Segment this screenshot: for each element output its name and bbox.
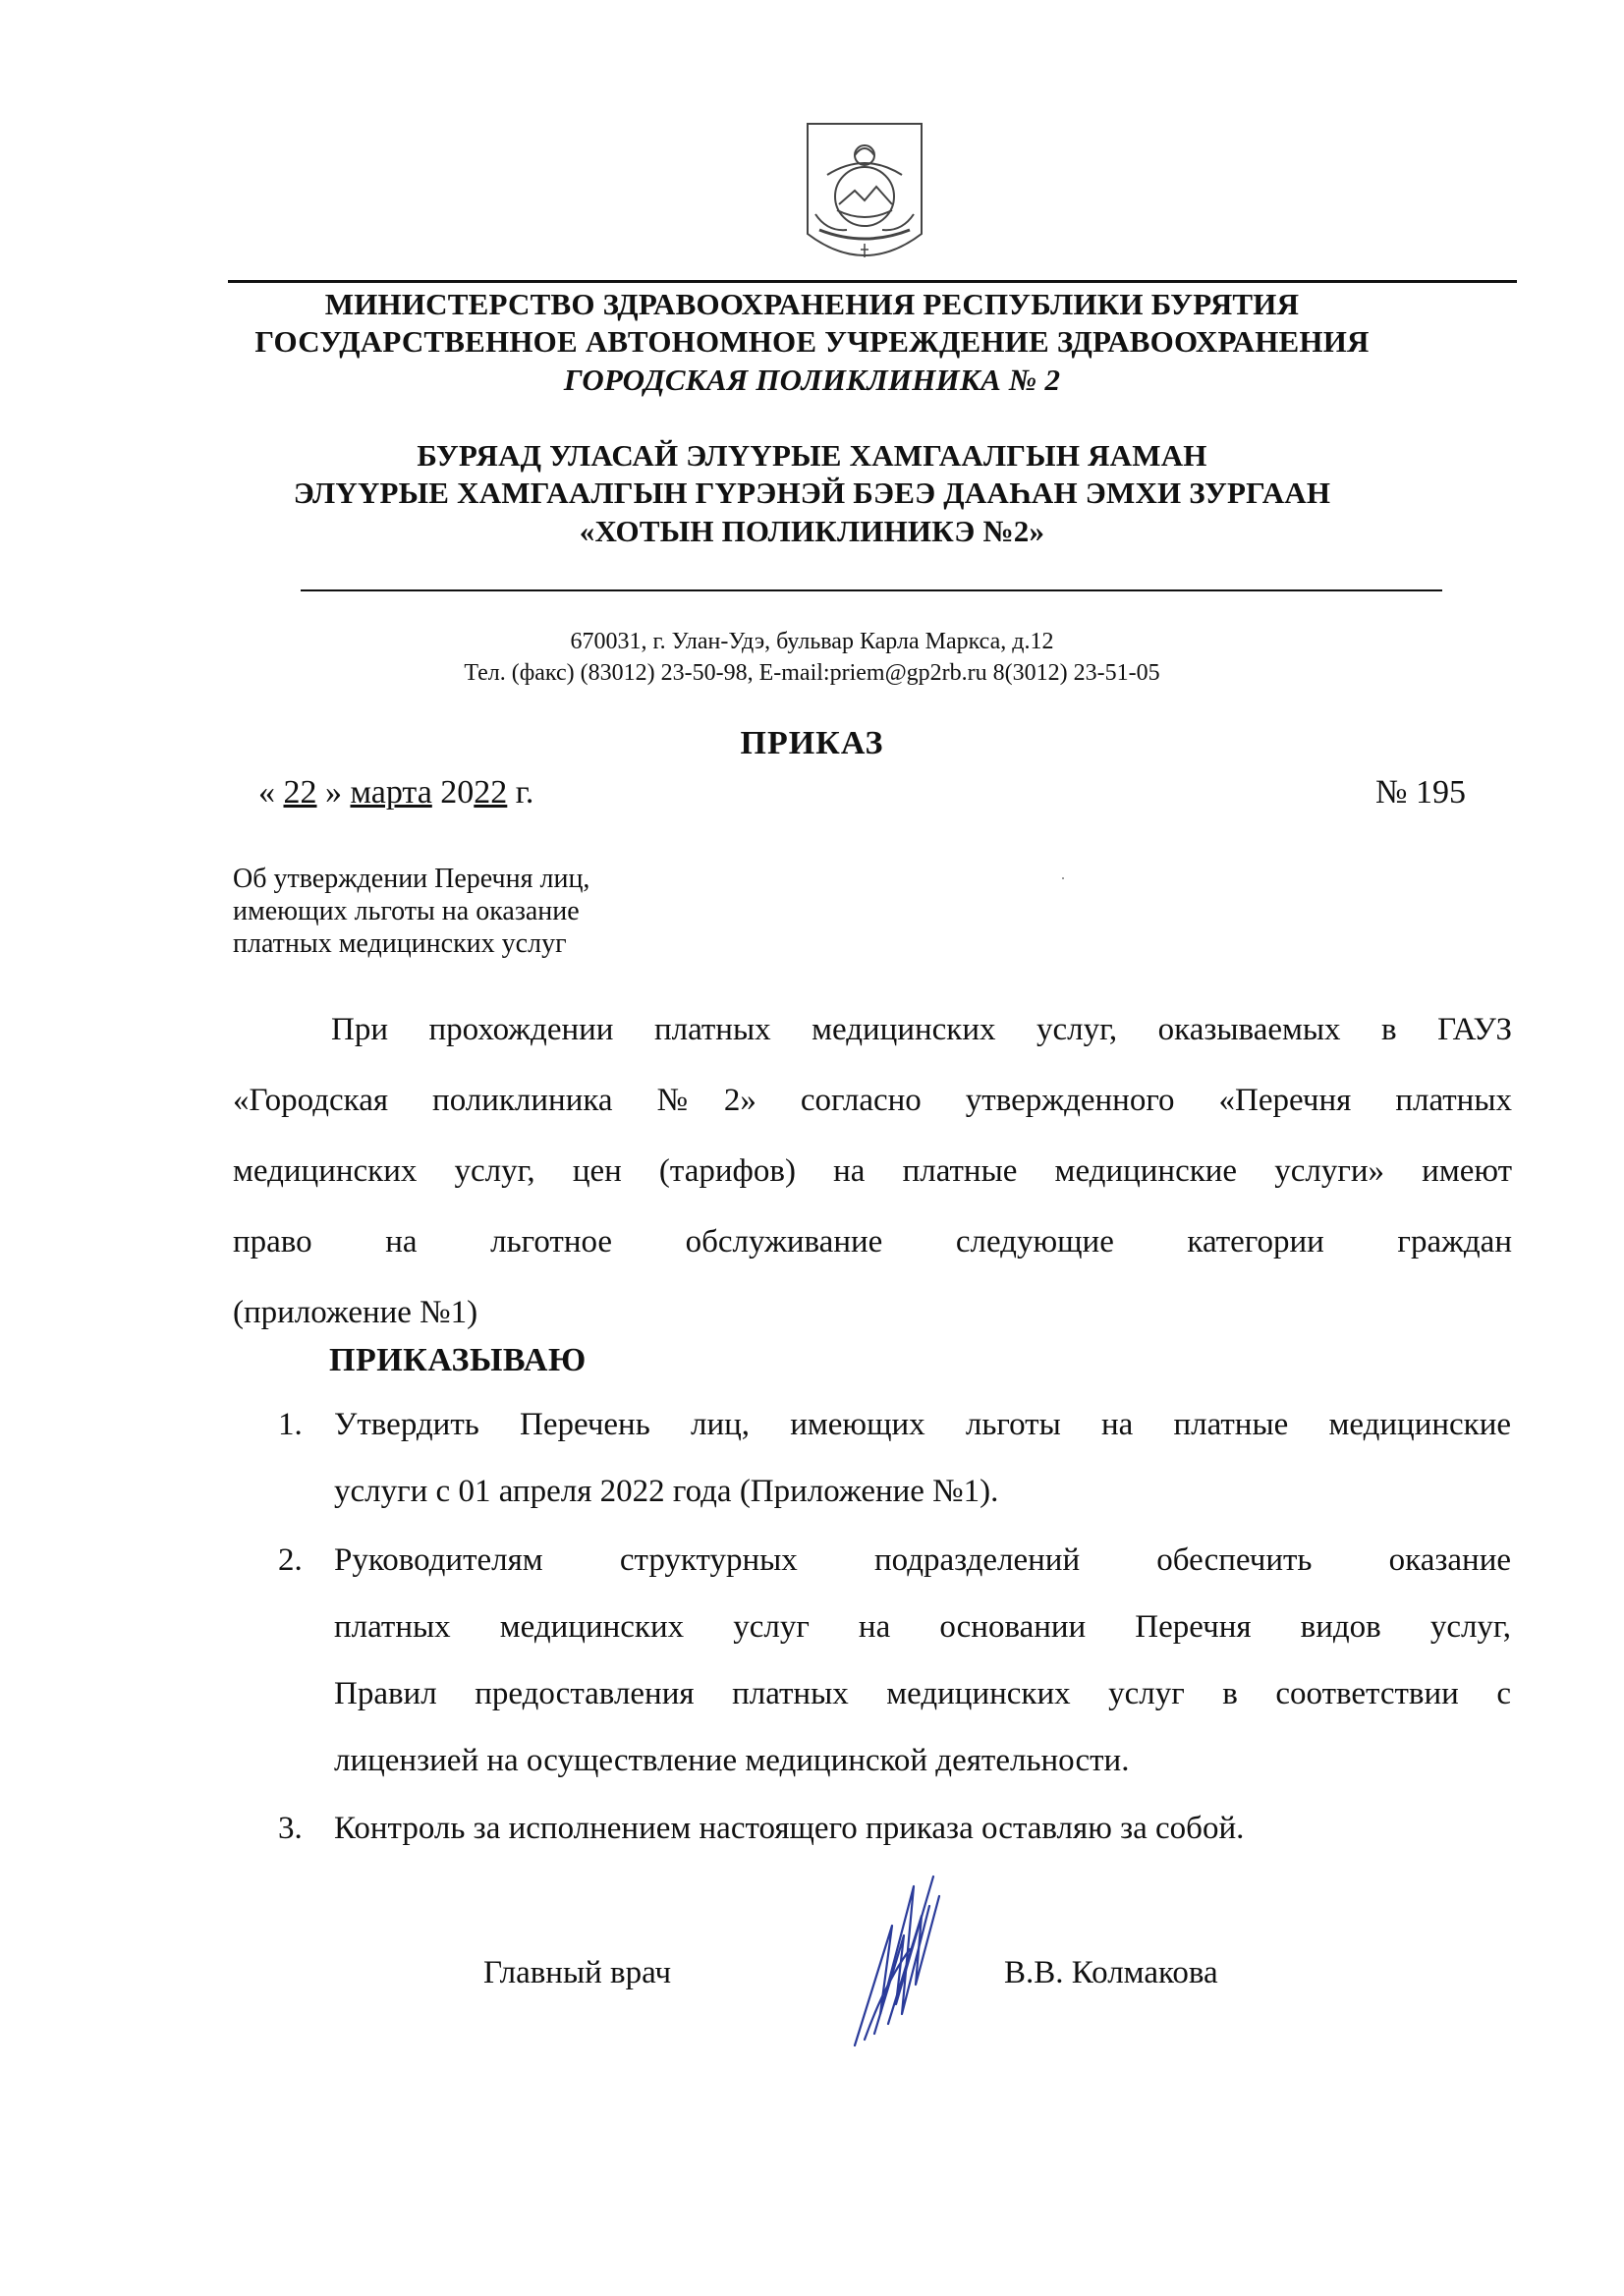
- item-line: Утвердить Перечень лиц, имеющих льготы на платные медицинские: [334, 1407, 1511, 1442]
- item-number: 1.: [278, 1407, 303, 1442]
- contact-details: Тел. (факс) (83012) 23-50-98, E-mail:priem@gp2rb.ru 8(3012) 23-51-05: [464, 660, 1160, 686]
- order-date-month: марта: [350, 774, 432, 811]
- order-number: № 195: [1375, 774, 1466, 811]
- order-date: « 22 » марта 2022 г.: [258, 774, 534, 811]
- header-top-rule: [228, 280, 1517, 283]
- item-number: 3.: [278, 1811, 303, 1846]
- coat-of-arms-emblem: [798, 116, 931, 277]
- subject-line: платных медицинских услуг: [233, 928, 567, 959]
- handwritten-signature: [845, 1867, 973, 2053]
- item-line: Правил предоставления платных медицинских услуг в соответствии с: [334, 1676, 1511, 1711]
- postal-address: 670031, г. Улан-Удэ, бульвар Карла Маркса, д.12: [570, 629, 1054, 654]
- ministry-name-ru: МИНИСТЕРСТВО ЗДРАВООХРАНЕНИЯ РЕСПУБЛИКИ БУРЯТИЯ: [324, 287, 1300, 321]
- subject-line: имеющих льготы на оказание: [233, 896, 580, 926]
- preamble-line: медицинских услуг, цен (тарифов) на платные медицинские услуги» имеют: [233, 1153, 1512, 1189]
- order-date-day: 22: [283, 774, 317, 811]
- orders-heading: ПРИКАЗЫВАЮ: [329, 1342, 587, 1378]
- preamble-line: «Городская поликлиника №2» согласно утвержденного «Перечня платных: [233, 1083, 1512, 1118]
- preamble-line: При прохождении платных медицинских услуг, оказываемых в ГАУЗ: [331, 1012, 1512, 1047]
- item-number: 2.: [278, 1542, 303, 1578]
- subject-line: Об утверждении Перечня лиц,: [233, 864, 590, 894]
- item-line: платных медицинских услуг на основании Перечня видов услуг,: [334, 1609, 1511, 1645]
- institution-name-bur: «ХОТЫН ПОЛИКЛИНИКЭ №2»: [579, 514, 1045, 548]
- order-subject: [233, 863, 589, 960]
- signatory-name: В.В. Колмакова: [1004, 1955, 1218, 1990]
- item-line: услуги с 01 апреля 2022 года (Приложение №1).: [334, 1474, 999, 1509]
- order-date-year: 22: [474, 774, 508, 811]
- institution-type-ru: ГОСУДАРСТВЕННОЕ АВТОНОМНОЕ УЧРЕЖДЕНИЕ ЗДРАВООХРАНЕНИЯ: [254, 324, 1370, 359]
- scan-speck: [1062, 877, 1064, 879]
- institution-type-bur: ЭЛҮҮРЫЕ ХАМГААЛГЫН ГҮРЭНЭЙ БЭЕЭ ДААҺАН ЭМХИ ЗУРГААН: [293, 476, 1331, 510]
- item-line: лицензией на осуществление медицинской деятельности.: [334, 1743, 1130, 1778]
- header-bottom-rule: [301, 589, 1442, 591]
- document-title: ПРИКАЗ: [740, 725, 884, 761]
- preamble-line: право на льготное обслуживание следующие категории граждан: [233, 1224, 1512, 1260]
- preamble-line: (приложение №1): [233, 1295, 478, 1330]
- item-line: Контроль за исполнением настоящего приказа оставляю за собой.: [334, 1811, 1245, 1846]
- signatory-position: Главный врач: [483, 1955, 672, 1990]
- institution-name-ru: ГОРОДСКАЯ ПОЛИКЛИНИКА № 2: [563, 363, 1061, 397]
- ministry-name-bur: БУРЯАД УЛАСАЙ ЭЛҮҮРЫЕ ХАМГААЛГЫН ЯАМАН: [417, 438, 1207, 473]
- item-line: Руководителям структурных подразделений обеспечить оказание: [334, 1542, 1511, 1578]
